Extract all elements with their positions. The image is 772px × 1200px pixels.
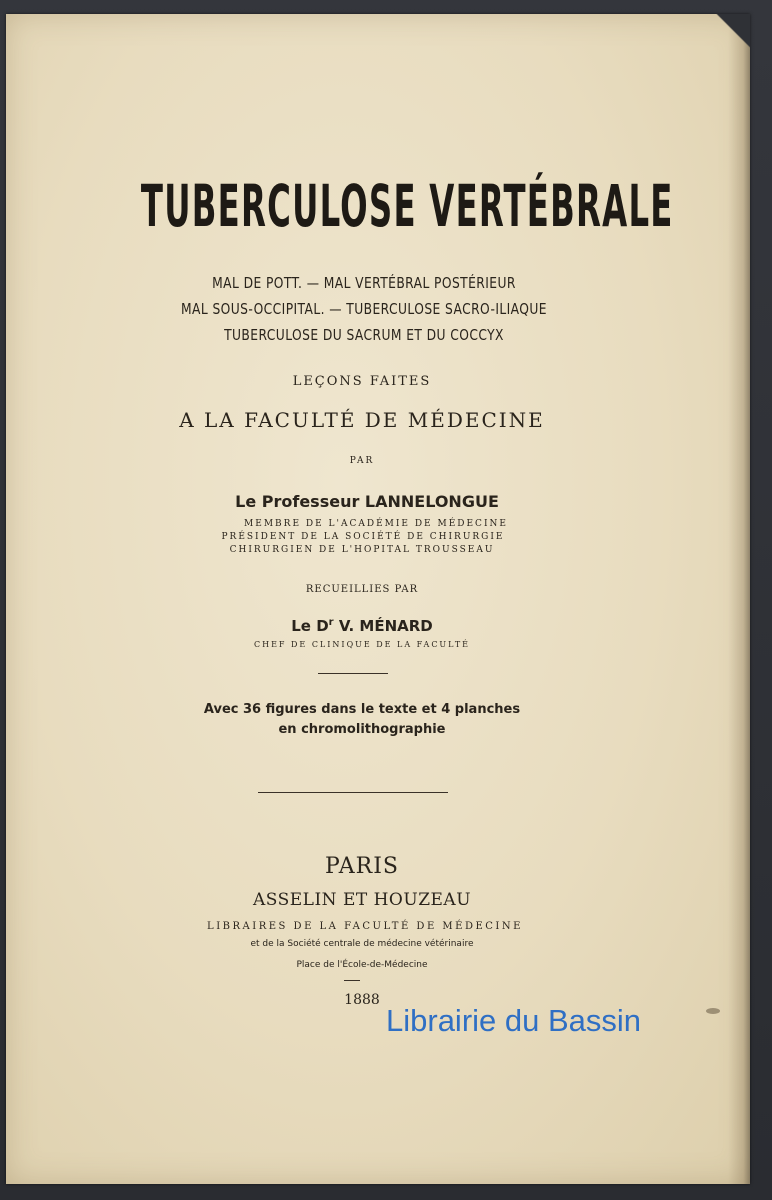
author-credential: MEMBRE DE L'ACADÉMIE DE MÉDECINE — [244, 519, 508, 529]
publication-year: 1888 — [344, 992, 380, 1008]
subtitle-line: TUBERCULOSE DU SACRUM ET DU COCCYX — [224, 326, 504, 344]
divider-rule — [344, 980, 360, 981]
divider-rule — [258, 792, 448, 793]
editor-surname: V. MÉNARD — [333, 617, 433, 635]
editor-superscript: r — [328, 617, 334, 628]
par-label: PAR — [349, 456, 375, 466]
author-credential: CHIRURGIEN DE L'HOPITAL TROUSSEAU — [229, 545, 495, 555]
figures-note: en chromolithographie — [278, 722, 446, 737]
watermark: Librairie du Bassin — [386, 1003, 642, 1038]
figures-note: Avec 36 figures dans le texte et 4 planches — [203, 702, 521, 717]
page-edge-shadow — [728, 14, 750, 1184]
publisher-name: ASSELIN ET HOUZEAU — [252, 890, 472, 910]
faculte-heading: A LA FACULTÉ DE MÉDECINE — [179, 408, 545, 432]
publication-city: PARIS — [325, 854, 399, 879]
publisher-address: Place de l'École-de-Médecine — [296, 960, 428, 970]
editor-prefix: Le D — [291, 617, 329, 635]
book-title: TUBERCULOSE VERTÉBRALE — [140, 172, 674, 240]
publisher-line: et de la Société centrale de médecine vétérinaire — [250, 939, 474, 949]
subtitle-line: MAL SOUS-OCCIPITAL. — TUBERCULOSE SACRO-ILIAQUE — [181, 300, 547, 318]
lecons-faites: LEÇONS FAITES — [292, 374, 432, 389]
editor-credential: CHEF DE CLINIQUE DE LA FACULTÉ — [253, 640, 471, 649]
divider-rule — [318, 673, 388, 674]
publisher-line: LIBRAIRES DE LA FACULTÉ DE MÉDECINE — [207, 921, 523, 932]
torn-corner — [680, 14, 750, 124]
author-name: Le Professeur LANNELONGUE — [235, 492, 499, 511]
recueillies-label: RECUEILLIES PAR — [305, 584, 419, 595]
subtitle-line: MAL DE POTT. — MAL VERTÉBRAL POSTÉRIEUR — [212, 274, 516, 292]
paper-stain — [706, 1008, 720, 1014]
author-credential: PRÉSIDENT DE LA SOCIÉTÉ DE CHIRURGIE — [221, 532, 505, 542]
editor-name — [6, 617, 718, 635]
